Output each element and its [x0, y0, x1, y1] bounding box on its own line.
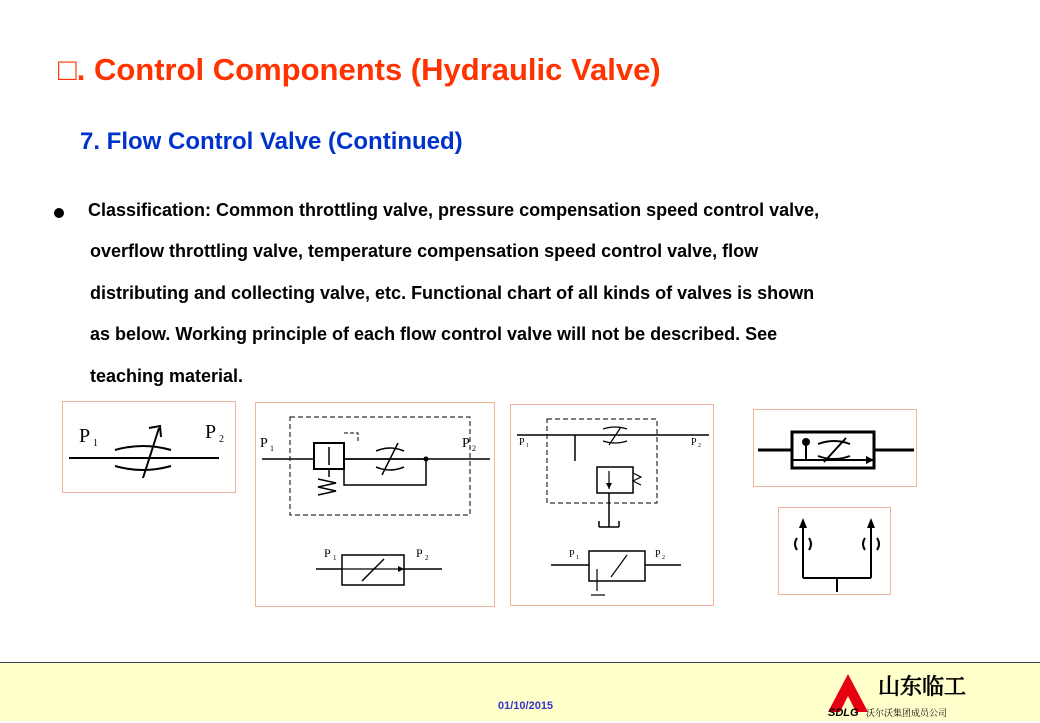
svg-text:山东临工: 山东临工 [878, 675, 967, 700]
overflow-throttle-valve-icon [511, 405, 715, 607]
svg-text:P: P [260, 436, 268, 451]
bullet-dot-icon [54, 208, 64, 218]
sdlg-logo-icon [826, 668, 1026, 718]
bullet-line-1: Classification: Common throttling valve, pressure compensation speed control valve, [88, 200, 820, 220]
bullet-line-3: distributing and collecting valve, etc. Functional chart of all kinds of valves is shown [90, 283, 815, 303]
throttle-valve-icon [63, 402, 237, 494]
bullet-line-2: overflow throttling valve, temperature compensation speed control valve, flow [90, 241, 759, 261]
svg-text:P: P [324, 546, 331, 560]
svg-text:2: 2 [219, 434, 224, 445]
svg-text:2: 2 [472, 444, 476, 453]
slide-date: 01/10/2015 [498, 700, 554, 712]
overflow-throttle-valve-symbol [510, 404, 714, 606]
svg-text:P: P [519, 437, 525, 448]
svg-text:P: P [462, 436, 470, 451]
page-title: □. Control Components (Hydraulic Valve) [58, 52, 661, 87]
svg-text:P: P [79, 425, 91, 447]
svg-text:P: P [655, 549, 661, 560]
svg-text:1: 1 [93, 438, 98, 449]
bullet-line-4: as below. Working principle of each flow control valve will not be described. See [90, 324, 778, 344]
flow-divider-valve-icon [779, 508, 892, 596]
pressure-compensated-valve-symbol [255, 402, 495, 607]
svg-text:P: P [416, 546, 423, 560]
pressure-compensated-valve-icon [256, 403, 496, 608]
temperature-compensated-valve-icon [754, 410, 918, 488]
svg-text:2: 2 [698, 443, 701, 449]
svg-text:P: P [569, 549, 575, 560]
svg-text:2: 2 [425, 554, 429, 562]
section-subtitle: 7. Flow Control Valve (Continued) [80, 128, 463, 155]
svg-text:P: P [691, 437, 697, 448]
throttle-valve-symbol [62, 401, 236, 493]
svg-text:SDLG: SDLG [828, 707, 859, 718]
flow-divider-valve-symbol [778, 507, 891, 595]
svg-text:P: P [205, 421, 217, 443]
sdlg-logo [826, 668, 1026, 723]
svg-text:1: 1 [333, 554, 337, 562]
svg-text:1: 1 [526, 443, 529, 449]
temperature-compensated-valve-symbol [753, 409, 917, 487]
svg-text:1: 1 [576, 555, 579, 561]
svg-text:2: 2 [662, 555, 665, 561]
svg-text:沃尔沃集团成员公司: 沃尔沃集团成员公司 [866, 709, 948, 718]
svg-text:1: 1 [270, 444, 274, 453]
bullet-line-5: teaching material. [90, 366, 244, 386]
